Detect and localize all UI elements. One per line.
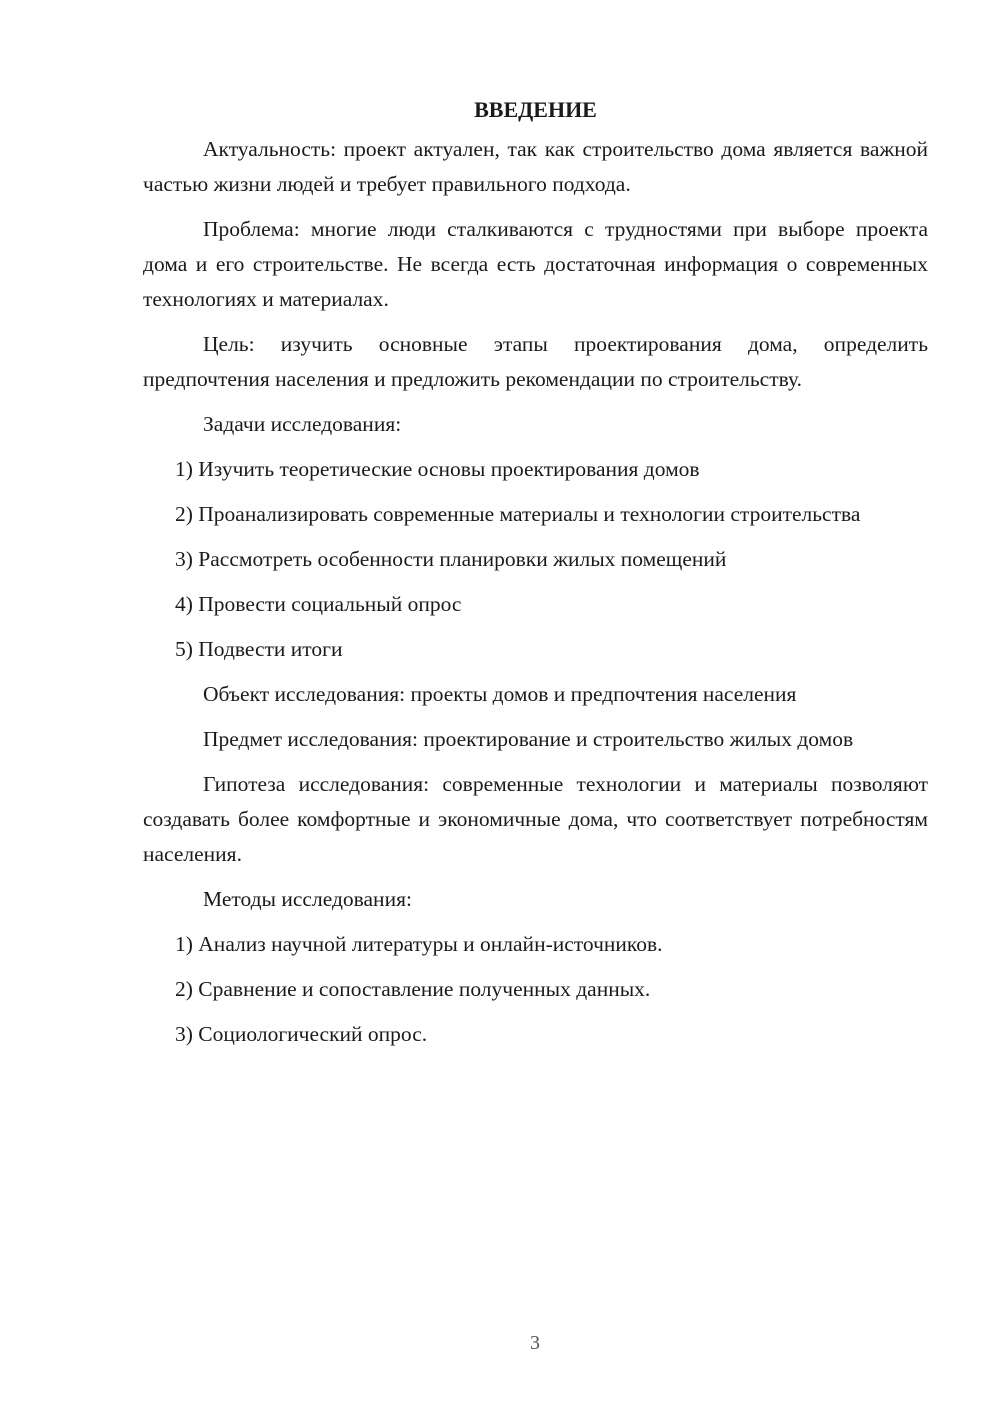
method-item: 1) Анализ научной литературы и онлайн-источников. [175, 932, 663, 956]
method-item: 3) Социологический опрос. [175, 1022, 428, 1046]
methods-heading: Методы исследования: [203, 887, 412, 911]
subject-paragraph: Предмет исследования: проектирование и строительство жилых домов [203, 727, 854, 751]
tasks-heading: Задачи исследования: [203, 412, 402, 436]
problem-paragraph: Проблема: многие люди сталкиваются с трудностями при выборе проекта дома и его строительстве. Не всегда есть достаточная информация о современных технологиях и материалах. [143, 217, 928, 311]
task-item: 5) Подвести итоги [175, 637, 343, 661]
relevance-paragraph: Актуальность: проект актуален, так как строительство дома является важной частью жизни людей и требует правильного подхода. [143, 137, 928, 196]
page-content [143, 92, 928, 1062]
task-item: 3) Рассмотреть особенности планировки жилых помещений [175, 547, 727, 571]
task-item: 4) Провести социальный опрос [175, 592, 462, 616]
object-paragraph: Объект исследования: проекты домов и предпочтения населения [203, 682, 797, 706]
page-title: ВВЕДЕНИЕ [474, 97, 597, 122]
method-item: 2) Сравнение и сопоставление полученных данных. [175, 977, 651, 1001]
goal-paragraph: Цель: изучить основные этапы проектирования дома, определить предпочтения населения и предложить рекомендации по строительству. [143, 332, 928, 391]
task-item: 2) Проанализировать современные материалы и технологии строительства [175, 502, 861, 526]
page-number: 3 [530, 1332, 540, 1354]
hypothesis-paragraph: Гипотеза исследования: современные технологии и материалы позволяют создавать более комфортные и экономичные дома, что соответствует потребностям населения. [143, 772, 928, 866]
task-item: 1) Изучить теоретические основы проектирования домов [175, 457, 700, 481]
